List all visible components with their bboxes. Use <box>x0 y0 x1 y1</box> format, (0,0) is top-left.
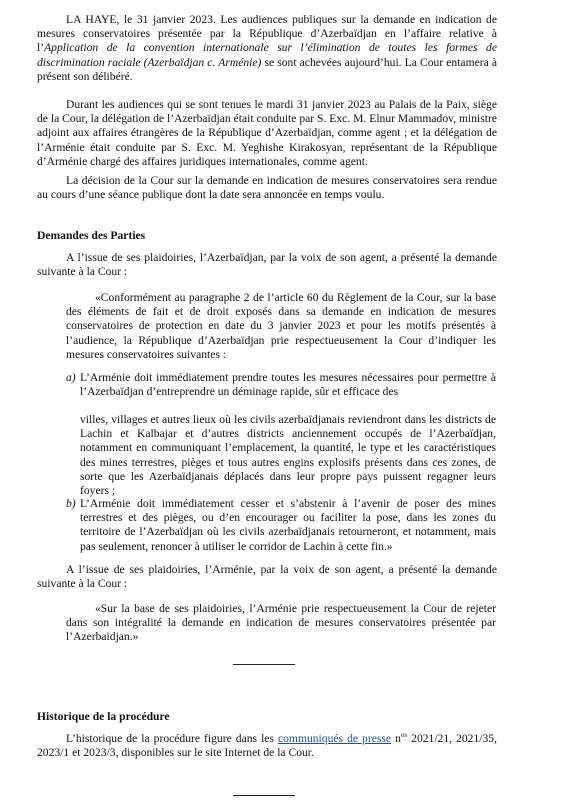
decision-text: La décision de la Cour sur la demande en indication de mesures conservatoires sera rendue au cours d’une séance publique dont la date sera annoncée en temps voulu. <box>37 174 497 202</box>
armenia-request-text: A l’issue de ses plaidoiries, l’Arménie, par la voix de son agent, a présenté la demande suivante à la Cour : <box>37 563 497 591</box>
separator-rule-1 <box>233 664 295 665</box>
item-b-letter: b) <box>66 497 76 510</box>
paragraph-azerbaijan-request <box>37 251 497 279</box>
intro-text-a: LA HAYE, le 31 janvier 2023. Les audiences publiques sur la demande en indication de mesures conservatoires présentée par la République d’Azerbaïdjan en l’affaire relative à l’ <box>37 13 497 55</box>
history-text-b: n <box>391 732 401 745</box>
item-b-text: L’Arménie doit immédiatement cesser et s’abstenir à l’avenir de poser des mines terrestres et des pièges, ou d’en encourager ou faciliter la pose, dans les zones du territoire de l’Azerbaïdjan où les civils azerbaïdjanais retourneront, et notamment, mais pas seulement, renoncer à utiliser le corridor de Lachin à cette fin.» <box>80 497 496 553</box>
separator-rule-2 <box>233 795 295 796</box>
paragraph-armenia-request <box>37 563 497 591</box>
paragraph-intro <box>37 13 497 84</box>
intro-text-b: se sont achevées aujourd’hui. La Cour entamera à présent son délibéré. <box>37 55 497 83</box>
hearings-text: Durant les audiences qui se sont tenues le mardi 31 janvier 2023 au Palais de la Paix, siège de la Cour, la délégation de l’Azerbaïdjan était conduite par S. Exc. M. Elnur Mammadov, ministre adjoint aux affaires étrangères de la République d’Azerbaïdjan, comme agent ; et la délégation de l’Arménie était conduite par S. Exc. M. Yeghishe Kirakosyan, représentant de la République d’Arménie chargé des affaires juridiques internationales, comme agent. <box>37 98 497 168</box>
history-text-a: L’historique de la procédure figure dans les <box>66 732 278 745</box>
paragraph-hearings <box>37 98 497 169</box>
heading-demandes: Demandes des Parties <box>37 229 146 242</box>
item-a-letter: a) <box>66 371 76 384</box>
paragraph-history <box>37 732 497 760</box>
item-a-first <box>80 371 496 399</box>
history-sup: os <box>400 731 408 740</box>
press-releases-link[interactable]: communiqués de presse <box>277 732 392 745</box>
paragraph-decision <box>37 174 497 202</box>
item-a-line2: villes, villages et autres lieux où les civils azerbaïdjanais reviendront dans les districts de Lachin et Kalbajar et d’autres districts anciennement occupés de l’Azerbaïdjan, notamment en communiquant l’emplacement, la quantité, le type et les caractéristiques des mines terrestres, pièges et tous autres engins explosifs présents dans ces zones, de sorte que les Azerbaïdjanais déplacés dans leur propre pays puissent regagner leurs foyers ; <box>80 413 496 498</box>
quote-azerbaijan <box>66 291 496 362</box>
history-text-c: 2021/21, 2021/35, 2023/1 et 2023/3, disponibles sur le site Internet de la Cour. <box>37 732 497 760</box>
case-title: Application de la convention internationale sur l’élimination de toutes les formes de discrimination raciale (Azerbaïdjan c. Arménie) <box>37 41 497 69</box>
quote-armenia-text: «Sur la base de ses plaidoiries, l’Arménie prie respectueusement la Cour de rejeter dans son intégralité la demande en indication de mesures conservatoires présentée par l’Azerbaïdjan.» <box>66 602 496 644</box>
azerbaijan-request-text: A l’issue de ses plaidoiries, l’Azerbaïdjan, par la voix de son agent, a présenté la demande suivante à la Cour : <box>37 251 497 279</box>
quote-armenia <box>66 602 496 645</box>
item-a-continued <box>80 413 496 498</box>
quote-azerbaijan-text: «Conformément au paragraphe 2 de l’article 60 du Règlement de la Cour, sur la base des éléments de fait et de droit exposés dans sa demande en indication de mesures conservatoires de protection en date du 3 janvier 2023 et pour les motifs présentés à l’audience, la République d’Azerbaïdjan prie respectueusement la Cour d’indiquer les mesures conservatoires suivantes : <box>66 291 496 361</box>
item-b <box>80 497 496 554</box>
item-a-line1: L’Arménie doit immédiatement prendre toutes les mesures nécessaires pour permettre à l’Azerbaïdjan d’entreprendre un déminage rapide, sûr et efficace des <box>80 371 496 399</box>
heading-historique: Historique de la procédure <box>37 710 170 723</box>
